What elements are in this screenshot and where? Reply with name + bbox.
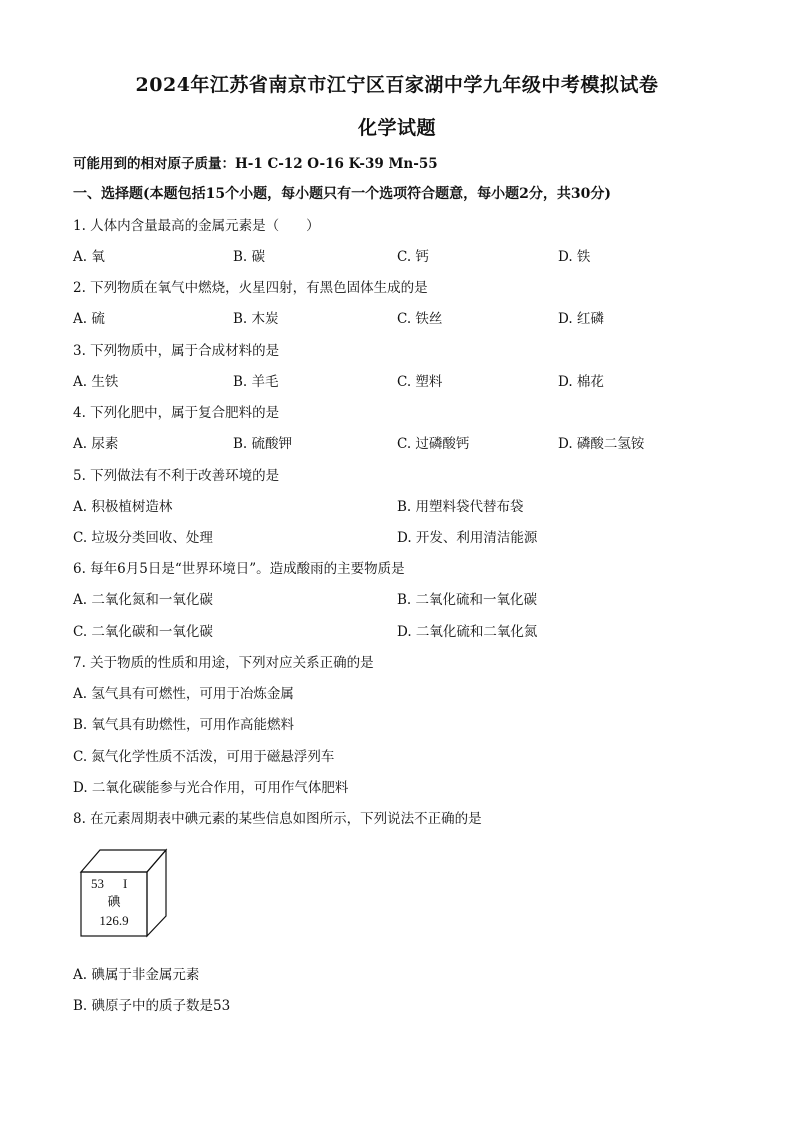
option: D. 铁: [558, 249, 591, 265]
question-stem: 4. 下列化肥中，属于复合肥料的是: [73, 405, 280, 421]
option: B. 木炭: [233, 311, 279, 327]
cube-side-face: [147, 850, 166, 936]
atomic-masses: 可能用到的相对原子质量：H-1 C-12 O-16 K-39 Mn-55: [73, 156, 438, 172]
element-name: 碘: [107, 894, 121, 909]
atomic-mass: 126.9: [99, 913, 129, 928]
question-stem: 1. 人体内含量最高的金属元素是（ ）: [73, 218, 320, 234]
option: C. 铁丝: [397, 311, 443, 327]
option: C. 氮气化学性质不活泼，可用于磁悬浮列车: [73, 749, 335, 765]
option: A. 氧: [73, 249, 105, 265]
option: A. 生铁: [73, 374, 119, 390]
option: B. 用塑料袋代替布袋: [397, 499, 524, 515]
option: B. 硫酸钾: [233, 436, 293, 452]
question-stem: 6. 每年6月5日是“世界环境日”。造成酸雨的主要物质是: [73, 561, 405, 577]
element-card-figure: [78, 845, 178, 940]
option: C. 过磷酸钙: [397, 436, 470, 452]
option: B. 羊毛: [233, 374, 279, 390]
option: C. 垃圾分类回收、处理: [73, 530, 213, 546]
option: C. 钙: [397, 249, 429, 265]
option: D. 开发、利用清洁能源: [397, 530, 538, 546]
section-heading: 一、选择题(本题包括15个小题，每小题只有一个选项符合题意，每小题2分，共30分): [73, 186, 611, 202]
option: D. 二氧化硫和二氧化氮: [397, 624, 538, 640]
question-stem: 3. 下列物质中，属于合成材料的是: [73, 343, 280, 359]
option: A. 氢气具有可燃性，可用于冶炼金属: [73, 686, 294, 702]
question-stem: 8. 在元素周期表中碘元素的某些信息如图所示，下列说法不正确的是: [73, 811, 482, 827]
atomic-number: 53: [91, 876, 104, 891]
option: B. 碘原子中的质子数是53: [73, 998, 231, 1014]
option: B. 二氧化硫和一氧化碳: [397, 592, 538, 608]
option: A. 硫: [73, 311, 105, 327]
exam-title: 2024年江苏省南京市江宁区百家湖中学九年级中考模拟试卷: [135, 74, 659, 96]
option: A. 二氧化氮和一氧化碳: [73, 592, 213, 608]
option: D. 红磷: [558, 311, 604, 327]
option: D. 磷酸二氢铵: [558, 436, 645, 452]
option: D. 二氧化碳能参与光合作用，可用作气体肥料: [73, 780, 349, 796]
question-stem: 2. 下列物质在氧气中燃烧，火星四射，有黑色固体生成的是: [73, 280, 428, 296]
question-stem: 5. 下列做法有不利于改善环境的是: [73, 468, 280, 484]
option: B. 氧气具有助燃性，可用作高能燃料: [73, 717, 295, 733]
option: A. 碘属于非金属元素: [73, 967, 200, 983]
option: D. 棉花: [558, 374, 604, 390]
option: A. 积极植树造林: [73, 499, 173, 515]
option: B. 碳: [233, 249, 266, 265]
option: A. 尿素: [73, 436, 119, 452]
cube-top-face: [81, 850, 166, 872]
option: C. 二氧化碳和一氧化碳: [73, 624, 213, 640]
question-stem: 7. 关于物质的性质和用途，下列对应关系正确的是: [73, 655, 374, 671]
exam-subtitle: 化学试题: [357, 117, 436, 139]
option: C. 塑料: [397, 374, 443, 390]
element-symbol: I: [123, 876, 128, 891]
